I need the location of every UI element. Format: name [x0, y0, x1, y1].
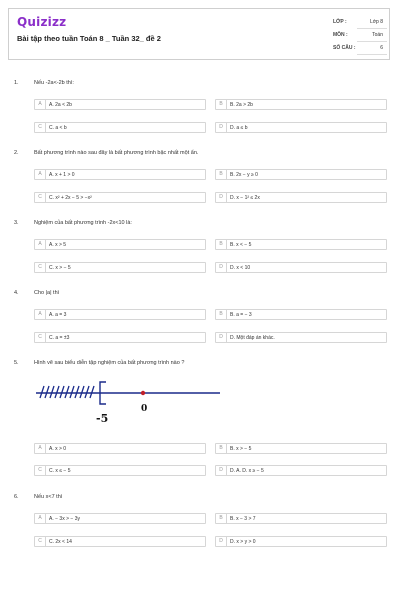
worksheet-header [8, 8, 390, 60]
origin-point [141, 391, 145, 395]
option-b[interactable]: B B. x − 3 > 7 [215, 513, 387, 524]
label-zero: 0 [141, 404, 148, 414]
option-b[interactable]: B B. 2x − y ≥ 0 [215, 169, 387, 180]
question-number: 1. [14, 80, 19, 86]
option-b[interactable]: B B. a = − 3 [215, 309, 387, 320]
option-a[interactable]: A A. x + 1 > 0 [34, 169, 206, 180]
option-d[interactable]: D D. x < 10 [215, 262, 387, 273]
option-d[interactable]: D D. x − 1² ≤ 2x [215, 192, 387, 203]
option-b[interactable]: B B. 2a > 2b [215, 99, 387, 110]
question-number: 3. [14, 220, 19, 226]
quizizz-logo: Quizizz [17, 15, 67, 29]
meta-question-count: SỐ CÂU : 6 [333, 42, 387, 55]
question-text: Nếu -2a<-2b thì: [34, 80, 74, 86]
question-text: Nếu x<7 thì [34, 494, 63, 500]
worksheet-title: Bài tập theo tuần Toán 8 _ Tuần 32_ đề 2 [17, 34, 161, 43]
option-a[interactable]: A A. x > 0 [34, 443, 206, 454]
question-number: 6. [14, 494, 19, 500]
option-a[interactable]: A A. a = 3 [34, 309, 206, 320]
question-text: Cho |a| thì [34, 290, 60, 296]
option-d[interactable]: D D. Một đáp án khác. [215, 332, 387, 343]
option-d[interactable]: D D. A. D. x ≥ − 5 [215, 465, 387, 476]
question-number: 2. [14, 150, 19, 156]
number-line-figure [30, 378, 230, 428]
label-minus-5: -5 [96, 412, 109, 425]
option-d[interactable]: D D. x > y > 0 [215, 536, 387, 547]
option-c[interactable]: C C. x² + 2x − 5 > −x² [34, 192, 206, 203]
option-b[interactable]: B B. x < − 5 [215, 239, 387, 250]
option-a[interactable]: A A. 2a < 2b [34, 99, 206, 110]
option-a[interactable]: A A. − 3x > − 3y [34, 513, 206, 524]
option-d[interactable]: D D. a ≤ b [215, 122, 387, 133]
question-number: 5. [14, 360, 19, 366]
option-c[interactable]: C C. a < b [34, 122, 206, 133]
option-c[interactable]: C C. a = ±3 [34, 332, 206, 343]
question-text: Hình vẽ sau biểu diễn tập nghiệm của bất phương trình nào ? [34, 360, 185, 366]
shaded-region [40, 386, 94, 398]
option-c[interactable]: C C. x ≤ − 5 [34, 465, 206, 476]
option-c[interactable]: C C. x > − 5 [34, 262, 206, 273]
option-b[interactable]: B B. x > − 5 [215, 443, 387, 454]
option-c[interactable]: C C. 2x < 14 [34, 536, 206, 547]
question-text: Bất phương trình nào sau đây là bất phương trình bậc nhất một ẩn. [34, 150, 199, 156]
meta-class: LỚP : Lớp 8 [333, 16, 387, 29]
meta-subject: MÔN : Toán [333, 29, 387, 42]
meta-info [333, 16, 387, 55]
question-text: Nghiệm của bất phương trình -2x<10 là: [34, 220, 132, 226]
question-number: 4. [14, 290, 19, 296]
option-a[interactable]: A A. x > 5 [34, 239, 206, 250]
